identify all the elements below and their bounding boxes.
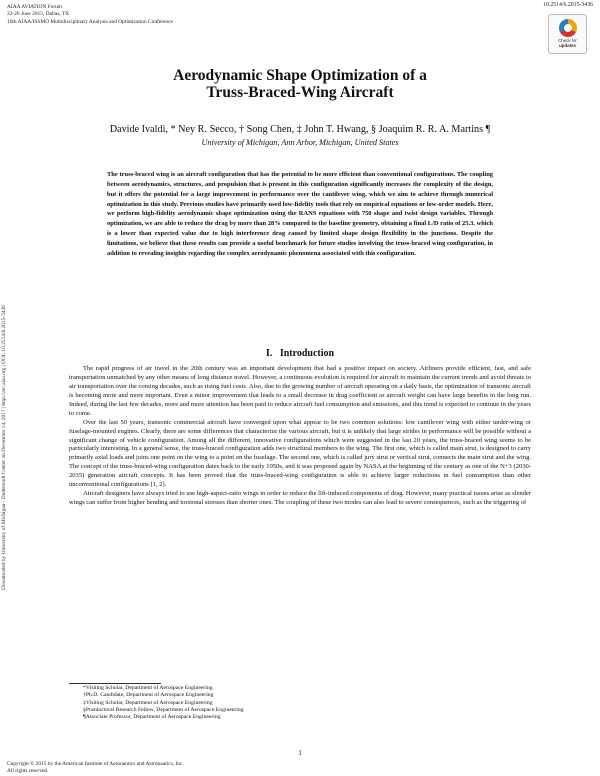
author-list: Davide Ivaldi, * Ney R. Secco, † Song Chen, ‡ John T. Hwang, § Joaquim R. R. A. Martins ¶ xyxy=(109,124,491,135)
footnote: ¶Associate Professor, Department of Aerospace Engineering xyxy=(83,714,221,721)
introduction-body xyxy=(69,365,531,508)
title-line: Truss-Braced-Wing Aircraft xyxy=(206,84,394,101)
download-note: Downloaded by University of Michigan - Duderstadt Center on December 14, 2017 | http://arc.aiaa.org | DOI: 10.2514/6.2015-3436 xyxy=(1,305,7,590)
footnote-rule xyxy=(69,683,161,684)
footnote: ‡Visiting Scholar, Department of Aerospace Engineering xyxy=(83,699,213,706)
conference-line: 22-26 June 2015, Dallas, TX xyxy=(7,11,70,18)
footnotes xyxy=(83,685,244,721)
paragraph: Aircraft designers have always tried to use high-aspect-ratio wings in order to reduce the lift-induced components of drag. However, many practical issues arise as slender wings can suffer from higher bending and torsional stresses than shorter ones. The coupling of these two modes can also lead to severe consequences, such as the triggering of xyxy=(69,490,531,507)
footnote: *Visiting Scholar, Department of Aerospace Engineering xyxy=(83,685,213,691)
paragraph: Over the last 50 years, transonic commercial aircraft have converged upon what appear to be two common solutions: low cantilever wing with either under-wing or fuselage-mounted engines. Clearly, there are some differences that characterize the various aircraft, but it is unlikely that large strides in performance will be possible without a significant change of vehicle configuration. Among all the different, innovative configurations which were suggested in the last 20 years, the truss-braced wing seems to be particularly interesting. In a general sense, the truss-braced configuration adds two structural members to the wing. The first one, which is called main strut, is designed to carry primarily axial loads and joins one point on the wing to a point on the fuselage. The second one, which is called jury strut or vertical strut, connects the main strut and the wing. The concept of the truss-braced-wing configuration dates back to the early 1950s, and it was proposed again by NASA at the beginning of the century as one of the N+3 (2030-2035) generation aircraft concepts. It has been proved that the truss-braced-wing configuration is able to achieve larger reductions in fuel consumption than other unconventional configurations [1, 2]. xyxy=(69,418,531,489)
crossmark-icon xyxy=(559,19,577,37)
badge-line: Check for xyxy=(558,38,577,43)
conference-line: 16th AIAA/ISSMO Multidisciplinary Analysis and Optimization Conference xyxy=(7,18,173,25)
check-for-updates-badge[interactable] xyxy=(548,14,587,54)
section-title: Introduction xyxy=(279,348,335,359)
conference-line: AIAA AVIATION Forum xyxy=(7,4,63,10)
download-sidebar xyxy=(0,190,9,590)
page-number: 1 xyxy=(298,749,302,757)
badge-line: updates xyxy=(559,43,576,48)
copyright-line: All rights reserved. xyxy=(7,768,49,774)
paragraph: The rapid progress of air travel in the 20th century was an important development that had a positive impact on society. Airliners provide efficient, fast, and safe transportation unmatched by any other means of long distance travel. However, a continuous evolution is required for aircraft to maintain the current trends and avoid threats to air transportation over the coming decades, such as rising fuel costs. Also, due to the growing number of aircraft operating on a daily basis, the optimization of transonic aircraft is becoming more and more important. Even a minor improvement that leads to a small decrease in drag coefficient or aircraft weight can have large benefits in the long run. Indeed, during the last few decades, more and more attention has been paid to reduce aircraft fuel consumption and emissions, and this trend is expected to continue in the years to come. xyxy=(69,365,531,417)
abstract: The truss-braced wing is an aircraft configuration that has the potential to be more efficient than conventional configurations. The coupling between aerodynamics, structures, and propulsion that is present in this configuration significantly increases the complexity of the design, but it offers the potential for a large improvement in performance over the cantilever wing, which we aim to achieve through numerical optimization in this study. Previous studies have primarily used low-fidelity tools that rely on empirical equations or low-order models. Here, we perform high-fidelity aerodynamic shape optimization using the RANS equations with 750 shape and twist design variables. Through optimization, we are able to reduce the drag by more than 28% compared to the baseline geometry, obtaining a final L/D ratio of 25.3, which is a lower than expected value due to high interference drag caused by limited shape design flexibility in the junctions. Despite the limitations, we believe that these results can provide a useful benchmark for future studies involving the truss-braced wing configuration, in addition to revealing insights regarding the complex aerodynamic phenomena associated with this configuration. xyxy=(107,171,493,257)
copyright-line: Copyright © 2015 by the American Institute of Aeronautics and Astronautics, Inc. xyxy=(7,761,184,767)
footnote: †Ph.D. Candidate, Department of Aerospace Engineering xyxy=(83,692,214,699)
section-heading xyxy=(40,348,560,359)
footnote: §Postdoctoral Research Fellow, Department of Aerospace Engineering xyxy=(83,706,244,713)
paper-title xyxy=(60,67,540,101)
copyright xyxy=(7,761,267,775)
conference-header xyxy=(7,4,173,26)
title-line: Aerodynamic Shape Optimization of a xyxy=(173,67,427,84)
section-number: I. xyxy=(265,348,273,359)
affiliation: University of Michigan, Ann Arbor, Michigan, United States xyxy=(201,138,399,147)
doi-label: 10.2514/6.2015-3436 xyxy=(543,2,593,8)
